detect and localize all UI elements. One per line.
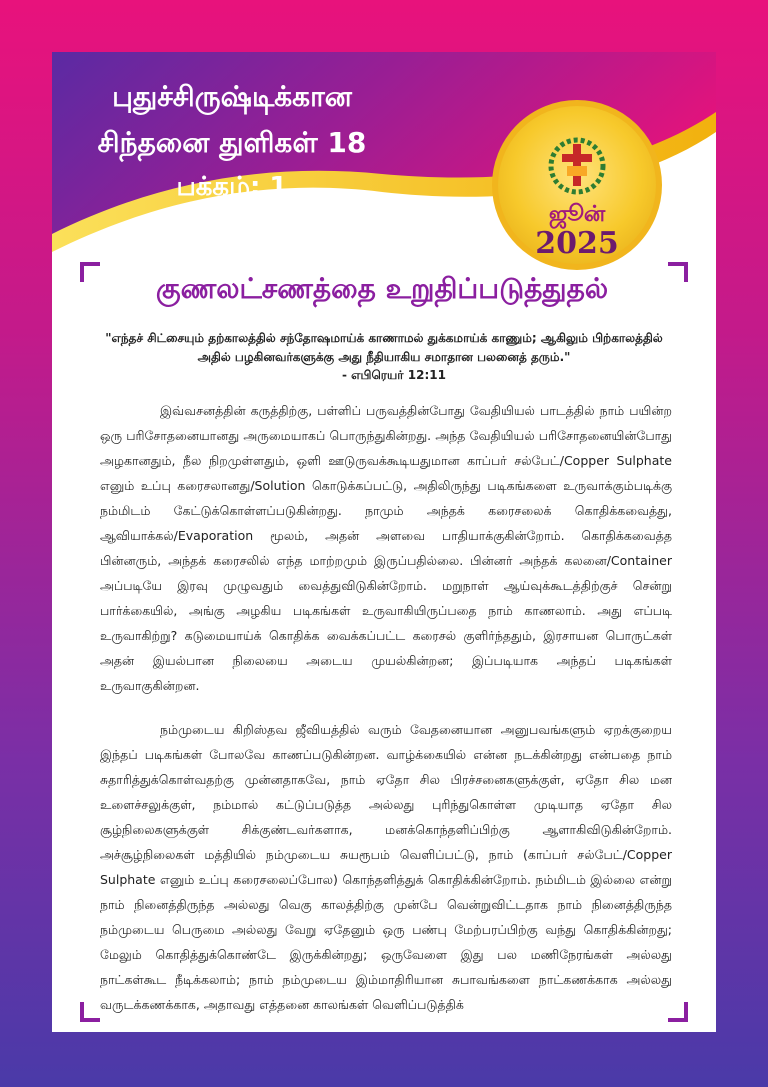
- series-title-line2: சிந்தனை துளிகள் 18: [97, 126, 367, 159]
- corner-bracket-top-right: [666, 262, 688, 284]
- page: [52, 52, 716, 1032]
- series-title-line1: புதுச்சிருஷ்டிக்கான: [112, 80, 352, 113]
- body-paragraph-1: இவ்வசனத்தின் கருத்திற்கு, பள்ளிப் பருவத்தின்போது வேதியியல் பாடத்தில் நாம் பயின்ற ஒரு பரிசோதனையானது அருமையாகப் பொருந்துகின்றது. அந்த வேதியியல் பரிசோதனையின்போது அழகானதும், நீல நிறமுள்ளதும், ஒளி ஊடுருவக்கூடியதுமான காப்பர் சல்பேட்/Copper Sulphate எனும் உப்பு கரைசலானது/Solution கொடுக்கப்பட்டு, அதிலிருந்து படிகங்களை உருவாக்கும்படிக்கு நம்மிடம் கேட்டுக்கொள்ளப்படுகின்றது. நாமும் அந்தக் கரைசலைக் கொதிக்கவைத்து, ஆவியாக்கல்/Evaporation மூலம், அதன் அளவை பாதியாக்குகின்றோம். கொதிக்கவைத்த பின்னரும், அந்தக் கரைசலில் எந்த மாற்றமும் இருப்பதில்லை. பின்னர் அந்தக் கலனை/Container அப்படியே இரவு முழுவதும் வைத்துவிடுகின்றோம். மறுநாள் ஆய்வுக்கூடத்திற்குச் சென்று பார்க்கையில், அங்கு அழகிய படிகங்கள் உருவாகியிருப்பதை நாம் காணலாம். அது எப்படி உருவாகிற்று? கடுமையாய்க் கொதிக்க வைக்கப்பட்ட கரைசல் குளிர்ந்ததும், இரசாயன பொருட்கள் அதன் இயல்பான நிலையை அடைய முயல்கின்றன; இப்படியாக அந்தப் படிகங்கள் உருவாகுகின்றன.: [100, 403, 672, 693]
- corner-bracket-bottom-left: [80, 1000, 102, 1022]
- date-badge: [492, 100, 662, 270]
- badge-month: ஜூன்: [548, 202, 606, 227]
- scripture-quote: "எந்தச் சிட்சையும் தற்காலத்தில் சந்தோஷமாய்க் காணாமல் துக்கமாய்க் காணும்; ஆகிலும் பிற்காலத்தில் அதில் பழகினவர்களுக்கு அது நீதியாகிய சமாதான பலனைத் தரும்.": [105, 331, 663, 364]
- page-number: பக்கம்: 1: [176, 172, 288, 202]
- corner-bracket-top-left: [80, 262, 102, 284]
- article-title: குணலட்சணத்தை உறுதிப்படுத்துதல்: [155, 272, 609, 305]
- cross-wreath-emblem-icon: [547, 136, 607, 196]
- scripture-reference: - எபிரெயர் 12:11: [342, 368, 446, 382]
- body-paragraph-2: நம்முடைய கிறிஸ்தவ ஜீவியத்தில் வரும் வேதனையான அனுபவங்களும் ஏறக்குறைய இந்தப் படிகங்கள் போலவே காணப்படுகின்றன. வாழ்க்கையில் என்ன நடக்கின்றது என்பதை நாம் சுதாரித்துக்கொள்வதற்கு முன்னதாகவே, நாம் ஏதோ சில பிரச்சனைகளுக்குள், ஏதோ சில மன உளைச்சலுக்குள், நம்மால் கட்டுப்படுத்த அல்லது புரிந்துகொள்ள முடியாத ஏதோ சில சூழ்நிலைகளுக்குள் சிக்குண்டவர்களாக, மனக்கொந்தளிப்பிற்கு ஆளாகிவிடுகின்றோம். அச்சூழ்நிலைகள் மத்தியில் நம்முடைய சுயரூபம் வெளிப்பட்டு, நாம் (காப்பர் சல்பேட்/Copper Sulphate எனும் உப்பு கரைசலைப்போல) கொந்தளித்துக் கொதிக்கின்றோம். நம்மிடம் இல்லை என்று நாம் நினைத்திருந்த அல்லது வெகு காலத்திற்கு முன்பே வென்றுவிட்டதாக நாம் நினைத்திருந்த நம்முடைய பெருமை அல்லது வேறு ஏதேனும் ஒரு பண்பு மேற்பரப்பிற்கு வந்து கொதிக்கின்றது; மேலும் கொதித்துக்கொண்டே இருக்கின்றது; ஒருவேளை இது பல மணிநேரங்கள் அல்லது நாட்கள்கூட நீடிக்கலாம்; நாம் நம்முடைய இம்மாதிரியான சுபாவங்களை நாட்கணக்காக அல்லது வருடக்கணக்காக, அதாவது எத்தனை காலங்கள் வெளிப்படுத்திக்: [100, 722, 672, 1012]
- badge-year: 2025: [535, 226, 619, 261]
